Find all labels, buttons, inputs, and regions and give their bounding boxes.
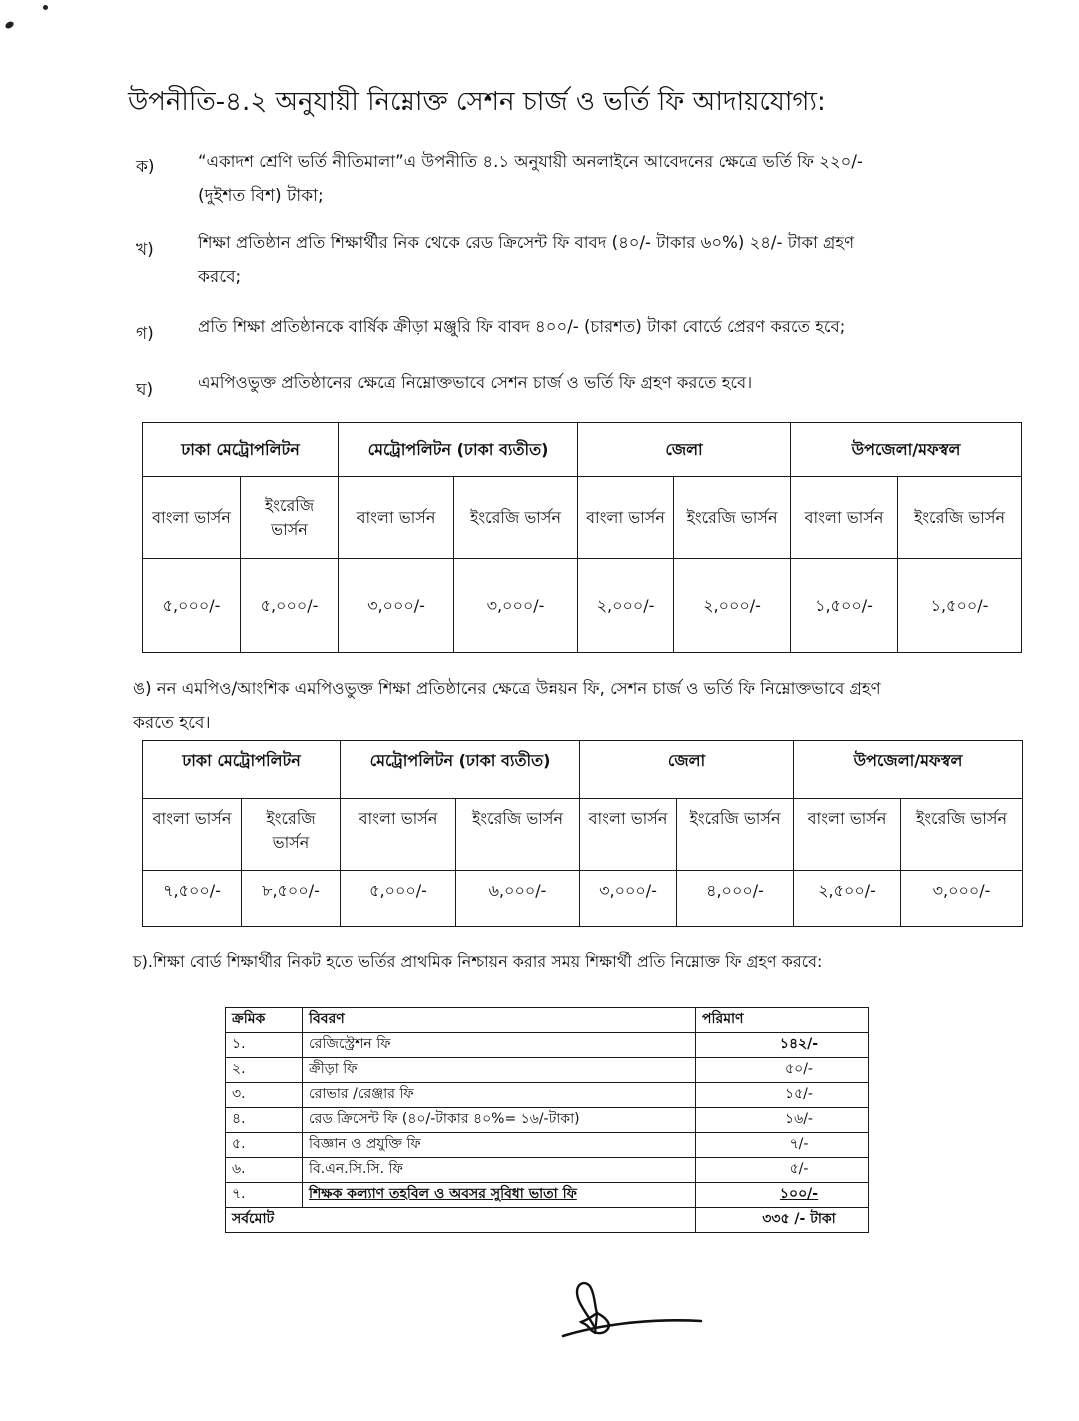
region-header: উপজেলা/মফস্বল bbox=[794, 741, 1023, 799]
fee-value: ৫,০০০/- bbox=[241, 559, 339, 653]
region-header: জেলা bbox=[578, 423, 791, 477]
serial: ২. bbox=[226, 1058, 303, 1083]
fee-value: ৫,০০০/- bbox=[341, 871, 456, 927]
scan-speck bbox=[4, 20, 15, 30]
region-header: ঢাকা মেট্রোপলিটন bbox=[143, 741, 341, 799]
version-header: ইংরেজি ভার্সন bbox=[677, 799, 794, 871]
region-header: ঢাকা মেট্রোপলিটন bbox=[143, 423, 339, 477]
item-kha-line1: শিক্ষা প্রতিষ্ঠান প্রতি শিক্ষার্থীর নিক থেকে রেড ক্রিসেন্ট ফি বাবদ (৪০/- টাকার ৬০%) ২৪/- টাকা গ্রহণ bbox=[198, 233, 855, 252]
version-header: ইংরেজি ভার্সন bbox=[898, 477, 1022, 559]
version-header: বাংলা ভার্সন bbox=[339, 477, 454, 559]
amount: ৫০/- bbox=[696, 1058, 869, 1083]
table-row bbox=[226, 1058, 869, 1083]
signature-icon bbox=[555, 1278, 705, 1338]
description: বিজ্ঞান ও প্রযুক্তি ফি bbox=[303, 1133, 696, 1158]
fee-value: ৩,০০০/- bbox=[339, 559, 454, 653]
mpo-fee-table bbox=[142, 422, 1022, 653]
fee-value: ৩,০০০/- bbox=[454, 559, 578, 653]
fee-value: ৮,৫০০/- bbox=[242, 871, 341, 927]
board-fee-table bbox=[225, 1007, 869, 1233]
serial: ৬. bbox=[226, 1158, 303, 1183]
serial: ১. bbox=[226, 1033, 303, 1058]
version-header: ইংরেজি ভার্সন bbox=[901, 799, 1023, 871]
fee-value: ২,০০০/- bbox=[578, 559, 674, 653]
item-ka-line1: “একাদশ শ্রেণি ভর্তি নীতিমালা”এ উপনীতি ৪.১ অনুযায়ী অনলাইনে আবেদনের ক্ষেত্রে ভর্তি ফি ২২০/- bbox=[198, 152, 863, 171]
amount: ৭/- bbox=[696, 1133, 869, 1158]
fee-value: ১,৫০০/- bbox=[898, 559, 1022, 653]
version-header: ইংরেজি ভার্সন bbox=[241, 477, 339, 559]
fee-value: ৩,০০০/- bbox=[901, 871, 1023, 927]
item-cha-text: চ).শিক্ষা বোর্ড শিক্ষার্থীর নিকট হতে ভর্তির প্রাথমিক নিশ্চায়ন করার সময় শিক্ষার্থী প্রতি নিম্নোক্ত ফি গ্রহণ করবে: bbox=[133, 952, 823, 971]
description: বি.এন.সি.সি. ফি bbox=[303, 1158, 696, 1183]
table-row bbox=[226, 1108, 869, 1133]
item-label-ga: গ) bbox=[136, 324, 154, 344]
version-header: বাংলা ভার্সন bbox=[580, 799, 677, 871]
version-header: ইংরেজি ভার্সন bbox=[674, 477, 791, 559]
col-header-amount: পরিমাণ bbox=[696, 1008, 869, 1033]
item-ga-text: প্রতি শিক্ষা প্রতিষ্ঠানকে বার্ষিক ক্রীড়া মঞ্জুরি ফি বাবদ ৪০০/- (চারশত) টাকা বোর্ডে প্রেরণ করতে হবে; bbox=[198, 317, 846, 336]
region-header: জেলা bbox=[580, 741, 794, 799]
table-row bbox=[226, 1083, 869, 1108]
table-row bbox=[226, 1133, 869, 1158]
description: ক্রীড়া ফি bbox=[303, 1058, 696, 1083]
amount: ৫/- bbox=[696, 1158, 869, 1183]
amount: ১০০/- bbox=[779, 1186, 819, 1202]
fee-value: ৫,০০০/- bbox=[143, 559, 241, 653]
description: শিক্ষক কল্যাণ তহবিল ও অবসর সুবিধা ভাতা ফি bbox=[309, 1186, 577, 1202]
amount: ১৬/- bbox=[696, 1108, 869, 1133]
total-label: সর্বমোট bbox=[226, 1208, 696, 1233]
version-header: ইংরেজি ভার্সন bbox=[242, 799, 341, 871]
item-uma-line2: করতে হবে। bbox=[133, 713, 211, 733]
item-ka-line2: (দুইশত বিশ) টাকা; bbox=[198, 186, 324, 206]
fee-value: ৭,৫০০/- bbox=[143, 871, 242, 927]
item-gha-text: এমপিওভুক্ত প্রতিষ্ঠানের ক্ষেত্রে নিম্নোক্তভাবে সেশন চার্জ ও ভর্তি ফি গ্রহণ করতে হবে। bbox=[198, 373, 753, 392]
table-row bbox=[226, 1033, 869, 1058]
serial: ৪. bbox=[226, 1108, 303, 1133]
page-title: উপনীতি-৪.২ অনুযায়ী নিম্নোক্ত সেশন চার্জ ও ভর্তি ফি আদায়যোগ্য: bbox=[128, 87, 826, 117]
description: রেজিস্ট্রেশন ফি bbox=[303, 1033, 696, 1058]
item-uma-line1: ঙ) নন এমপিও/আংশিক এমপিওভুক্ত শিক্ষা প্রতিষ্ঠানের ক্ষেত্রে উন্নয়ন ফি, সেশন চার্জ ও ভর্তি ফি নিম্নোক্তভাবে গ্রহণ bbox=[133, 679, 881, 698]
region-header: উপজেলা/মফস্বল bbox=[791, 423, 1022, 477]
serial: ৫. bbox=[226, 1133, 303, 1158]
version-header: ইংরেজি ভার্সন bbox=[456, 799, 580, 871]
table-row bbox=[226, 1158, 869, 1183]
total-row bbox=[226, 1208, 869, 1233]
item-ka-text bbox=[198, 145, 968, 213]
item-label-ka: ক) bbox=[136, 157, 155, 177]
description: রোভার /রেঞ্জার ফি bbox=[303, 1083, 696, 1108]
table-row bbox=[226, 1183, 869, 1208]
version-header: বাংলা ভার্সন bbox=[341, 799, 456, 871]
fee-value: ৬,০০০/- bbox=[456, 871, 580, 927]
item-label-gha: ঘ) bbox=[136, 380, 154, 400]
fee-value: ২,০০০/- bbox=[674, 559, 791, 653]
version-header: বাংলা ভার্সন bbox=[578, 477, 674, 559]
item-uma-text bbox=[133, 672, 993, 740]
version-header: বাংলা ভার্সন bbox=[791, 477, 898, 559]
description: রেড ক্রিসেন্ট ফি (৪০/-টাকার ৪০%= ১৬/-টাকা) bbox=[303, 1108, 696, 1133]
col-header-serial: ক্রমিক bbox=[226, 1008, 303, 1033]
total-amount: ৩৩৫ /- টাকা bbox=[696, 1208, 869, 1233]
serial: ৭. bbox=[226, 1183, 303, 1208]
item-label-kha: খ) bbox=[136, 240, 154, 260]
fee-value: ৪,০০০/- bbox=[677, 871, 794, 927]
item-kha-line2: করবে; bbox=[198, 267, 242, 287]
item-kha-text bbox=[198, 226, 968, 294]
non-mpo-fee-table bbox=[142, 740, 1023, 927]
version-header: বাংলা ভার্সন bbox=[794, 799, 901, 871]
fee-value: ২,৫০০/- bbox=[794, 871, 901, 927]
scan-speck bbox=[43, 5, 48, 10]
region-header: মেট্রোপলিটন (ঢাকা ব্যতীত) bbox=[339, 423, 578, 477]
region-header: মেট্রোপলিটন (ঢাকা ব্যতীত) bbox=[341, 741, 580, 799]
version-header: বাংলা ভার্সন bbox=[143, 799, 242, 871]
fee-value: ৩,০০০/- bbox=[580, 871, 677, 927]
fee-value: ১,৫০০/- bbox=[791, 559, 898, 653]
amount: ১৪২/- bbox=[696, 1033, 869, 1058]
version-header: ইংরেজি ভার্সন bbox=[454, 477, 578, 559]
serial: ৩. bbox=[226, 1083, 303, 1108]
version-header: বাংলা ভার্সন bbox=[143, 477, 241, 559]
amount: ১৫/- bbox=[696, 1083, 869, 1108]
col-header-description: বিবরণ bbox=[303, 1008, 696, 1033]
